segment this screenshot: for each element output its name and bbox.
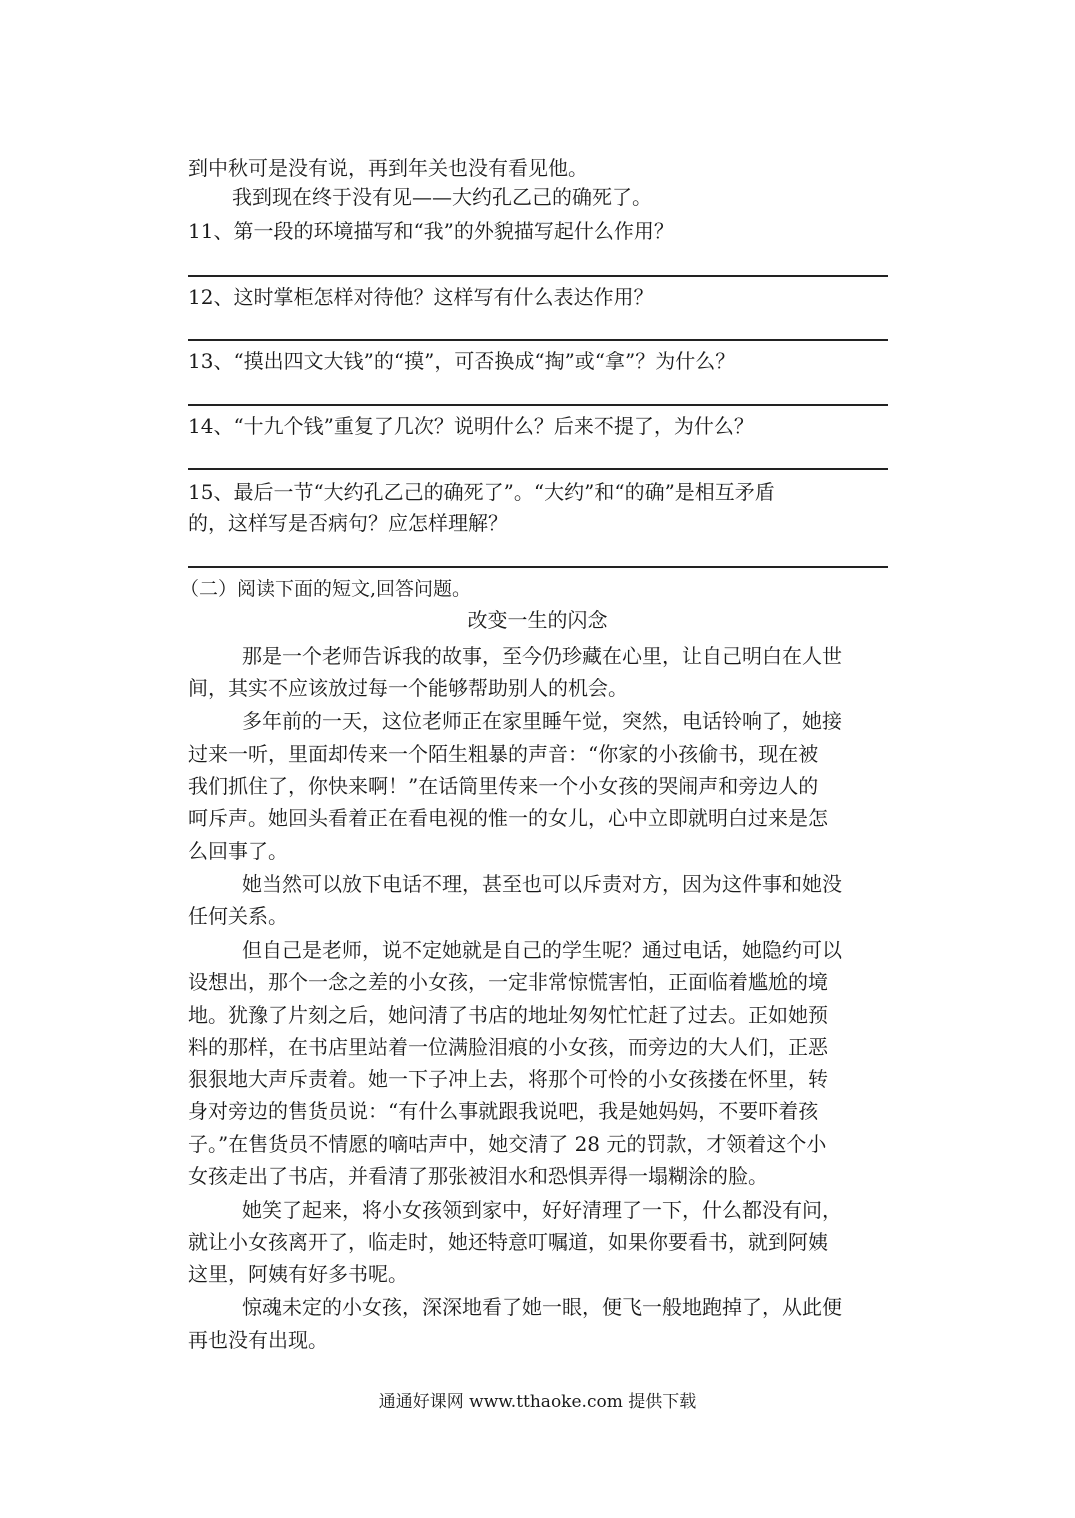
- answer-line: [188, 339, 888, 341]
- footer-credit: 通通好课网 www.tthaoke.com 提供下载: [378, 1392, 697, 1412]
- article-line: 多年前的一天，这位老师正在家里睡午觉，突然，电话铃响了，她接: [242, 709, 842, 733]
- article-line: 设想出，那个一念之差的小女孩，一定非常惊慌害怕，正面临着尴尬的境: [188, 970, 828, 994]
- article-line: 但自己是老师，说不定她就是自己的学生呢？通过电话，她隐约可以: [242, 938, 842, 962]
- article-line: 她当然可以放下电话不理，甚至也可以斥责对方，因为这件事和她没: [242, 872, 842, 896]
- question-15-cont: 的，这样写是否病句？应怎样理解？: [188, 511, 508, 535]
- answer-line: [188, 468, 888, 470]
- section-heading: （二）阅读下面的短文,回答问题。: [180, 578, 472, 600]
- article-line: 惊魂未定的小女孩，深深地看了她一眼，便飞一般地跑掉了，从此便: [242, 1295, 842, 1319]
- article-line: 地。犹豫了片刻之后，她问清了书店的地址匆匆忙忙赶了过去。正如她预: [188, 1003, 828, 1027]
- article-title: 改变一生的闪念: [467, 608, 608, 632]
- article-line: 身对旁边的售货员说：“有什么事就跟我说吧，我是她妈妈，不要吓着孩: [188, 1099, 819, 1123]
- text-line: 到中秋可是没有说，再到年关也没有看见他。: [188, 156, 588, 180]
- question-14: 14、“十九个钱”重复了几次？说明什么？后来不提了，为什么？: [188, 414, 754, 438]
- question-11: 11、第一段的环境描写和“我”的外貌描写起什么作用？: [188, 219, 674, 243]
- article-line: 那是一个老师告诉我的故事，至今仍珍藏在心里，让自己明白在人世: [242, 644, 842, 668]
- article-line: 任何关系。: [188, 904, 288, 928]
- article-line: 就让小女孩离开了，临走时，她还特意叮嘱道，如果你要看书，就到阿姨: [188, 1230, 828, 1254]
- article-line: 子。”在售货员不情愿的嘀咕声中，她交清了 28 元的罚款，才领着这个小: [188, 1132, 827, 1156]
- answer-line: [188, 404, 888, 406]
- article-line: 我们抓住了，你快来啊！”在话筒里传来一个小女孩的哭闹声和旁边人的: [188, 774, 819, 798]
- answer-line: [188, 566, 888, 568]
- question-13: 13、“摸出四文大钱”的“摸”，可否换成“掏”或“拿”？为什么？: [188, 349, 736, 373]
- article-line: 女孩走出了书店，并看清了那张被泪水和恐惧弄得一塌糊涂的脸。: [188, 1164, 768, 1188]
- article-line: 料的那样，在书店里站着一位满脸泪痕的小女孩，而旁边的大人们，正恶: [188, 1035, 828, 1059]
- article-line: 过来一听，里面却传来一个陌生粗暴的声音：“你家的小孩偷书，现在被: [188, 742, 819, 766]
- question-12: 12、这时掌柜怎样对待他？这样写有什么表达作用？: [188, 285, 654, 309]
- question-15: 15、最后一节“大约孔乙己的确死了”。“大约”和“的确”是相互矛盾: [188, 480, 775, 504]
- article-line: 她笑了起来，将小女孩领到家中，好好清理了一下，什么都没有问，: [242, 1198, 842, 1222]
- article-line: 么回事了。: [188, 839, 288, 863]
- article-line: 这里，阿姨有好多书呢。: [188, 1262, 408, 1286]
- article-line: 再也没有出现。: [188, 1328, 328, 1352]
- text-line: 我到现在终于没有见——大约孔乙己的确死了。: [232, 185, 652, 209]
- article-line: 间，其实不应该放过每一个能够帮助别人的机会。: [188, 676, 628, 700]
- article-line: 狠狠地大声斥责着。她一下子冲上去，将那个可怜的小女孩搂在怀里，转: [188, 1067, 828, 1091]
- answer-line: [188, 275, 888, 277]
- article-line: 呵斥声。她回头看着正在看电视的惟一的女儿，心中立即就明白过来是怎: [188, 806, 828, 830]
